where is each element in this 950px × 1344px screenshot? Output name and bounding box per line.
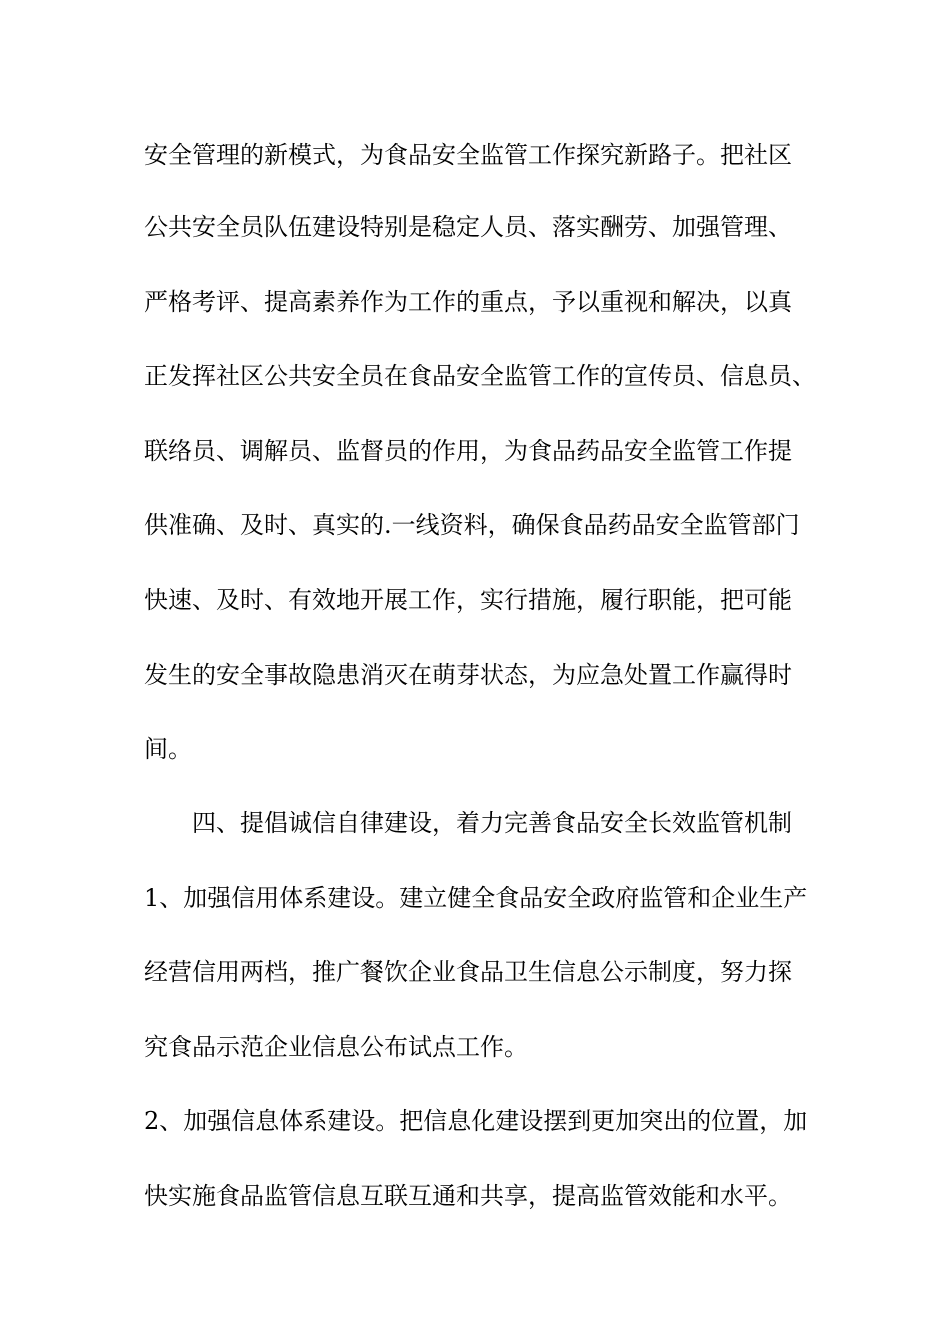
paragraph-line: 究食品示范企业信息公布试点工作。 <box>144 1033 528 1061</box>
list-item-line: 2、加强信息体系建设。把信息化建设摆到更加突出的位置，加 <box>144 1107 808 1135</box>
paragraph-line: 联络员、调解员、监督员的作用，为食品药品安全监管工作提 <box>144 437 792 465</box>
paragraph-line: 快速、及时、有效地开展工作，实行措施，履行职能，把可能 <box>144 586 792 614</box>
paragraph-line: 快实施食品监管信息互联互通和共享，提高监管效能和水平。 <box>144 1182 792 1210</box>
section-heading: 四、提倡诚信自律建设，着力完善食品安全长效监管机制 <box>192 809 792 837</box>
paragraph-line: 公共安全员队伍建设特别是稳定人员、落实酬劳、加强管理、 <box>144 213 792 241</box>
paragraph-line: 间。 <box>144 735 192 763</box>
paragraph-line: 发生的安全事故隐患消灭在萌芽状态，为应急处置工作赢得时 <box>144 661 792 689</box>
paragraph-line: 严格考评、提高素养作为工作的重点，予以重视和解决，以真 <box>144 288 792 316</box>
list-item-line: 1、加强信用体系建设。建立健全食品安全政府监管和企业生产 <box>144 884 808 912</box>
paragraph-line: 正发挥社区公共安全员在食品安全监管工作的宣传员、信息员、 <box>144 362 816 390</box>
paragraph-line: 安全管理的新模式，为食品安全监管工作探究新路子。把社区 <box>144 141 792 169</box>
paragraph-line: 经营信用两档，推广餐饮企业食品卫生信息公示制度，努力探 <box>144 958 792 986</box>
paragraph-line: 供准确、及时、真实的.一线资料，确保食品药品安全监管部门 <box>144 511 800 539</box>
